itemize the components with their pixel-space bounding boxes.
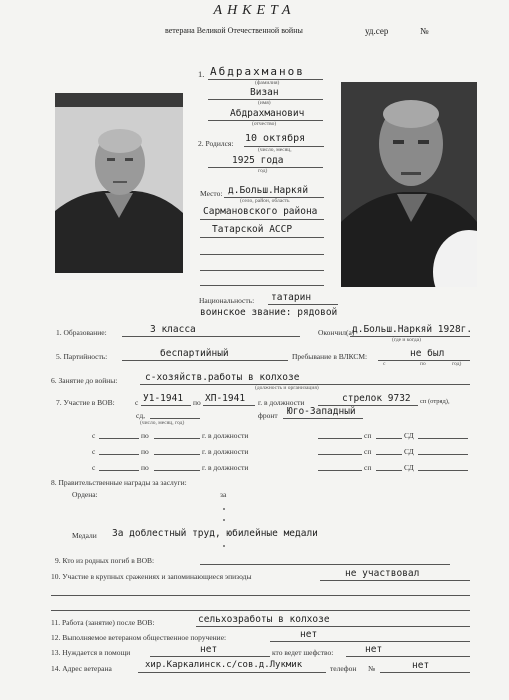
surname-value: Абдрахманов [210,65,305,78]
address-value: хир.Каркалинск.с/сов.д.Лукмик [145,660,303,670]
service-front-label: фронт [258,411,278,420]
birth-date-value: 10 октября [245,133,306,144]
row-sp-line [376,454,402,455]
row-to-line [154,470,200,471]
nationality-label: Национальность: [199,296,255,305]
prewar-hint: (должность и организация) [255,385,319,391]
row-sd-label: СД [404,431,414,440]
military-rank: воинское звание: рядовой [200,307,338,318]
education-line [122,336,300,337]
place-line-6 [200,285,324,286]
row-to-label: по [141,447,149,456]
row-sp-line [376,470,402,471]
row-from-line [99,470,139,471]
battles-line-3 [51,610,470,611]
service-from-value: У1-1941 [143,393,184,404]
name-hint: (имя) [258,100,271,106]
place-village-value: д.Больш.Наркяй [228,185,309,196]
postwar-value: сельхозработы в колхозе [198,614,330,625]
place-region-value: Татарской АССР [212,224,293,235]
row-to-line [154,438,200,439]
patronage-value: нет [365,644,383,655]
service-position-value: стрелок 9732 [342,393,411,404]
medals-value: За доблестный труд, юбилейные медали [112,528,318,539]
battles-line [320,580,470,581]
prewar-value: с-хозяйств.работы в колхозе [145,372,300,383]
battles-label: 10. Участие в крупных сражениях и запоминающиеся эпизоды [51,572,252,581]
service-front-value: Юго-Западный [287,406,356,417]
dot-mark [223,519,225,521]
name-value: Визан [250,87,279,98]
party-line [122,360,288,361]
row-sd-line [418,470,468,471]
vlksm-hint-to: по [420,361,426,367]
birth-year-value: 1925 года [232,155,284,166]
row-sd-line [418,438,468,439]
public-duty-line [270,641,470,642]
place-line-3 [200,237,324,238]
service-front-line [283,418,363,419]
nationality-value: татарин [271,292,312,303]
education-label: 1. Образование: [56,328,107,337]
dot-mark [223,508,225,510]
service-sd-label: сд, [136,411,146,420]
dot-mark [223,545,225,547]
service-to-label: по [193,398,201,407]
service-from-line [141,405,191,406]
public-duty-label: 12. Выполняемое ветераном общественное поручение: [51,633,227,642]
row-sd-label: СД [404,447,414,456]
party-value: беспартийный [160,348,229,359]
row-from-label: с [92,447,96,456]
education-finished-value: д.Больш.Наркяй 1928г. [352,324,473,335]
service-to-line [203,405,255,406]
row-position-line [318,454,362,455]
service-unit-hint: сп (отряд), [420,398,450,405]
education-value: 3 класса [150,324,196,335]
row-sp-label: сп [364,431,372,440]
postwar-label: 11. Работа (занятие) после ВОВ: [51,618,155,627]
row-from-line [99,438,139,439]
phone-line [380,672,470,673]
birth-label: 2. Родился: [198,139,234,148]
row-sp-line [376,438,402,439]
vlksm-label: Пребывание в ВЛКСМ: [292,352,368,361]
row-sd-line [418,454,468,455]
row-position-label: г. в должности [202,463,249,472]
place-line-4 [200,254,324,255]
prewar-label: 6. Занятие до войны: [51,376,118,385]
orders-za-label: за [220,490,227,499]
certificate-number-label: № [420,26,429,36]
awards-label: 8. Правительственные награды за заслуги: [51,478,187,487]
postwar-line [196,626,470,627]
service-label: 7. Участие в ВОВ: [56,398,115,407]
orders-label: Ордена: [72,490,98,499]
battles-line-2 [51,595,470,596]
row-to-label: по [141,463,149,472]
patronage-line [346,656,470,657]
row-from-line [99,454,139,455]
address-line [138,672,326,673]
phone-label: телефон [330,664,357,673]
row-position-line [318,470,362,471]
vlksm-value: не был [410,348,445,359]
birth-year-hint: год) [258,168,268,174]
patronage-label: кто ведет шефство: [272,648,334,657]
relatives-label: 9. Кто из родных погиб в ВОВ: [55,556,155,565]
patronymic-hint: (отчество) [252,121,277,127]
help-line [150,656,270,657]
vlksm-hint-year: год) [452,361,462,367]
service-position-label: г. в должности [258,398,305,407]
patronymic-value: Абдрахманович [230,108,305,119]
place-line-2 [200,219,324,220]
help-value: нет [200,644,218,655]
place-line-5 [200,270,324,271]
phone-value: нет [412,660,430,671]
public-duty-value: нет [300,629,318,640]
medals-label: Медали [72,531,97,540]
birth-date-hint: (число, месяц, [258,147,292,153]
form-title: АНКЕТА [213,3,296,18]
row-sp-label: сп [364,463,372,472]
form-subtitle: ветерана Великой Отечественной войны [165,26,303,35]
battles-value: не участвовал [345,568,420,579]
row-sp-label: сп [364,447,372,456]
place-hint: (село, район, область [240,198,290,204]
education-finished-hint: (где и когда) [392,337,421,343]
phone-number-sign: № [368,664,376,673]
place-district-value: Сармановского района [203,206,318,217]
service-to-value: ХП-1941 [205,393,246,404]
row-position-label: г. в должности [202,431,249,440]
row-from-label: с [92,463,96,472]
vlksm-hint-from: с [383,361,386,367]
address-label: 14. Адрес ветерана [51,664,112,673]
place-label: Место: [200,189,223,198]
surname-number: 1. [198,69,205,79]
row-to-line [154,454,200,455]
education-finished-label: Окончил(а) [318,328,355,337]
service-from-label: с [135,398,139,407]
row-from-label: с [92,431,96,440]
row-position-label: г. в должности [202,447,249,456]
service-date-hint: (число, месяц, год) [140,420,185,426]
party-label: 5. Партийность: [56,352,108,361]
row-position-line [318,438,362,439]
veteran-photo-old [55,93,183,273]
nationality-line [268,304,338,305]
row-to-label: по [141,431,149,440]
surname-hint: (фамилия) [255,80,280,86]
veteran-photo-recent [341,82,477,287]
help-label: 13. Нуждается в помощи [51,648,131,657]
row-sd-label: СД [404,463,414,472]
service-sd-line [150,418,200,419]
relatives-line [200,564,450,565]
certificate-label: уд.сер [365,26,389,36]
